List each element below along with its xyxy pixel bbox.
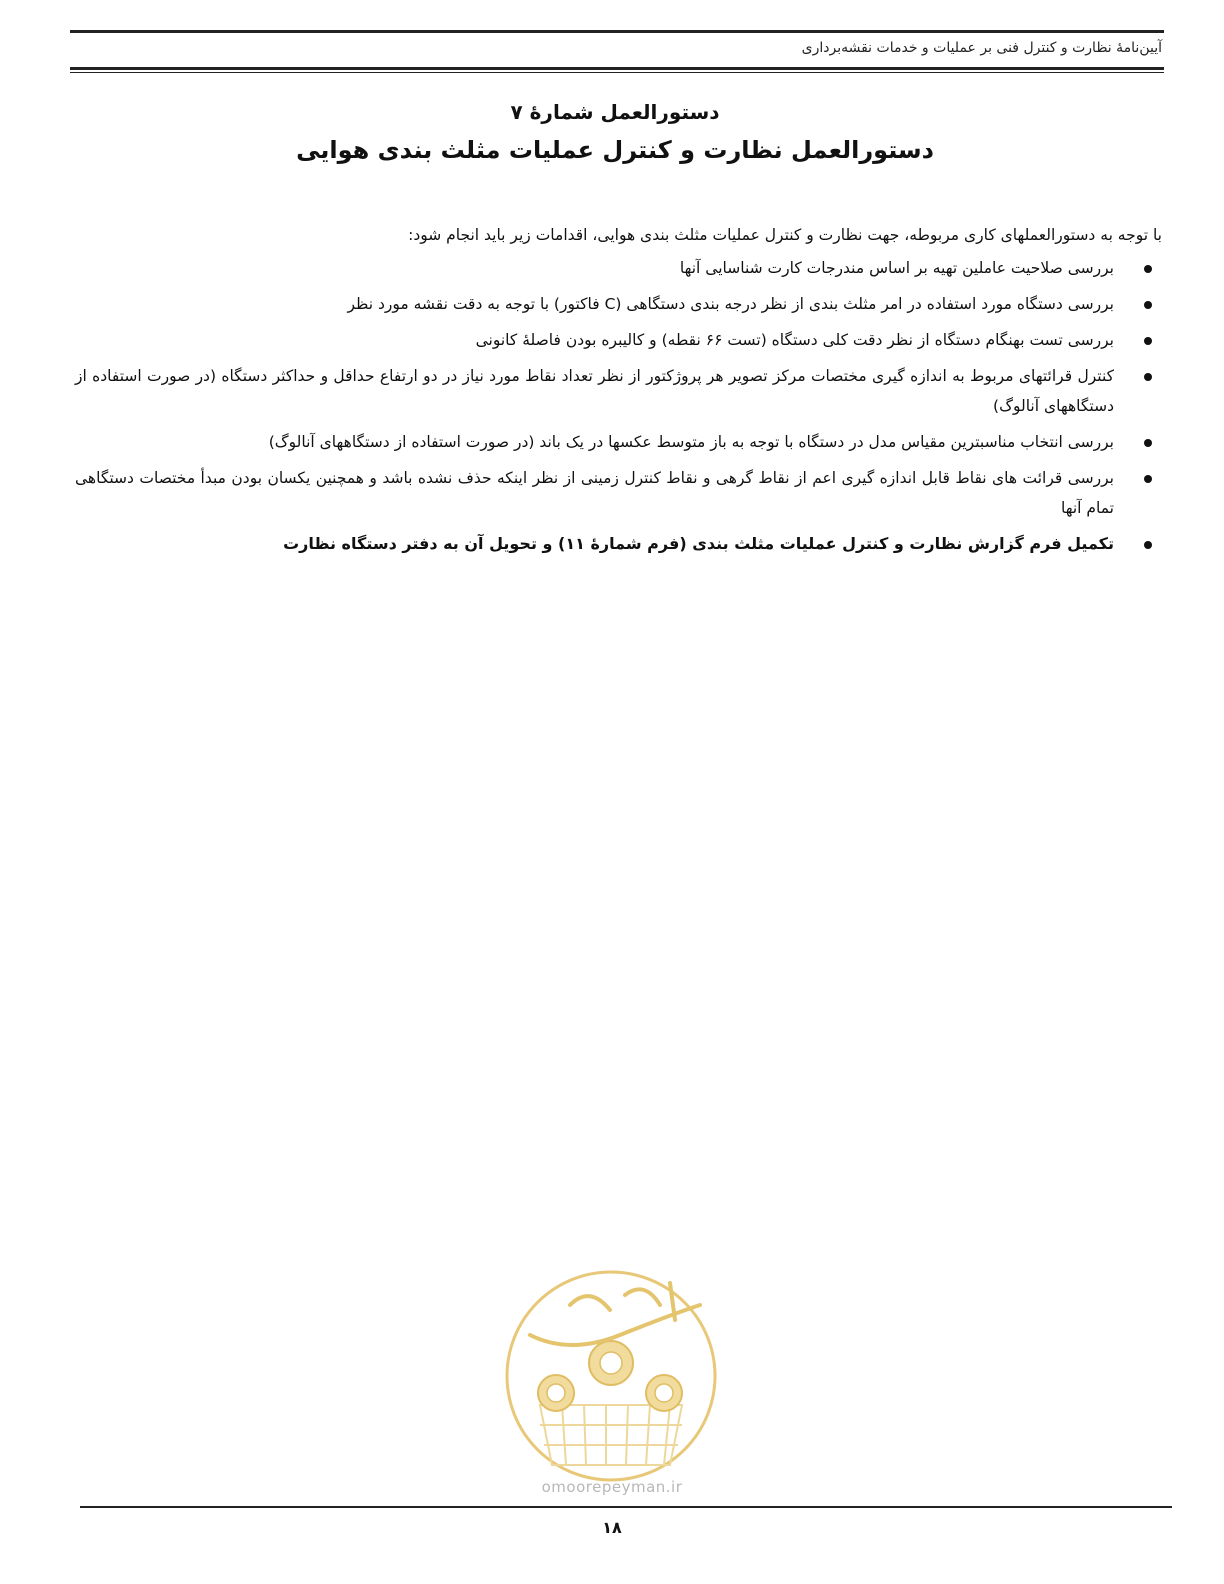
list-item-text: بررسی دستگاه مورد استفاده در امر مثلث بندی از نظر درجه بندی دستگاهی (C فاکتور) با توجه به دقت نقشه مورد نظر — [347, 295, 1114, 313]
footer-rule — [80, 1506, 1172, 1508]
bullet-icon — [1144, 439, 1152, 447]
intro-paragraph: با توجه به دستورالعملهای کاری مربوطه، جهت نظارت و کنترل عملیات مثلث بندی هوایی، اقدامات زیر باید انجام شود: — [408, 226, 1162, 244]
action-list — [75, 253, 1162, 559]
instruction-main-title: دستورالعمل نظارت و کنترل عملیات مثلث بندی هوایی — [296, 136, 934, 164]
watermark-logo — [500, 1265, 722, 1487]
bullet-icon — [1144, 373, 1152, 381]
list-item-text: بررسی قرائت های نقاط قابل اندازه گیری اعم از نقاط گرهی و نقاط کنترل زمینی از نظر اینکه حذف نشده باشد و همچنین یکسان بودن مبدأ مختصات دستگاهی تمام آنها — [75, 469, 1114, 517]
list-item-text: بررسی صلاحیت عاملین تهیه بر اساس مندرجات کارت شناسایی آنها — [679, 259, 1114, 277]
header-rule-top — [70, 30, 1164, 33]
bullet-icon — [1144, 475, 1152, 483]
list-item — [75, 325, 1162, 355]
list-item — [75, 253, 1162, 283]
list-item — [75, 289, 1162, 319]
list-item-text: تکمیل فرم گزارش نظارت و کنترل عملیات مثلث بندی (فرم شمارهٔ ۱۱) و تحویل آن به دفتر دستگاه نظارت — [283, 534, 1114, 553]
list-item-text: بررسی انتخاب مناسبترین مقیاس مدل در دستگاه با توجه به باز متوسط عکسها در یک باند (در صورت استفاده از دستگاههای آنالوگ) — [268, 433, 1114, 451]
header-rule-bottom — [70, 67, 1164, 70]
logo-seal-icon — [500, 1265, 722, 1487]
list-item-text: کنترل قرائتهای مربوط به اندازه گیری مختصات مرکز تصویر هر پروژکتور از نظر تعداد نقاط مورد نیاز در دو ارتفاع حداقل و حداکثر دستگاه (در صورت استفاده از دستگاههای آنالوگ) — [75, 367, 1114, 415]
running-header: آیین‌نامهٔ نظارت و کنترل فنی بر عملیات و خدمات نقشه‌برداری — [801, 40, 1162, 56]
list-item-text: بررسی تست بهنگام دستگاه از نظر دقت کلی دستگاه (تست ۶۶ نقطه) و کالیبره بودن فاصلهٔ کانونی — [475, 331, 1114, 349]
title-block — [0, 100, 1224, 164]
bullet-icon — [1144, 337, 1152, 345]
bullet-icon — [1144, 301, 1152, 309]
instruction-number-title: دستورالعمل شمارهٔ ۷ — [510, 100, 720, 124]
list-item — [75, 427, 1162, 457]
page-number: ۱۸ — [602, 1518, 622, 1537]
list-item — [75, 463, 1162, 523]
watermark-website: omoorepeyman.ir — [541, 1478, 683, 1496]
list-item — [75, 361, 1162, 421]
list-item-final — [75, 529, 1162, 559]
body-content — [75, 220, 1162, 565]
bullet-icon — [1144, 541, 1152, 549]
bullet-icon — [1144, 265, 1152, 273]
